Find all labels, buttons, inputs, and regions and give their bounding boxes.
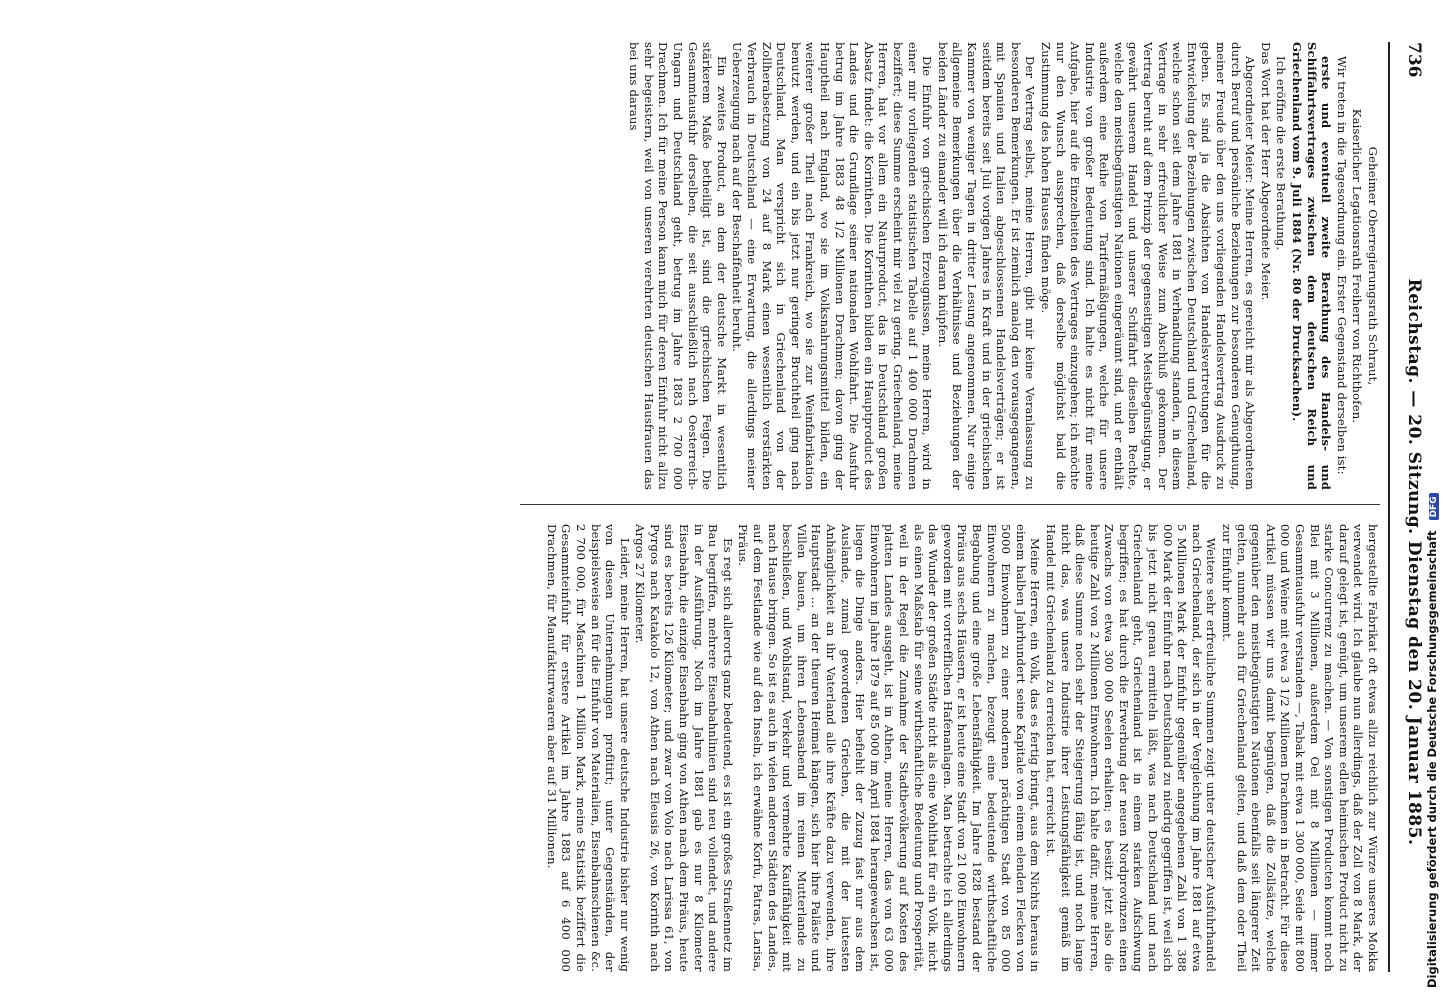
running-title: Reichstag. — 20. Sitzung. Dienstag den 20. Januar 1885. (1404, 278, 1424, 846)
column-divider (520, 504, 1380, 505)
attendee-line: Geheimer Oberregierungsrath Schraut, (1366, 146, 1380, 386)
paragraph: Ich eröffne die erste Berathung. (1274, 56, 1289, 251)
dfg-logo: DFG (1429, 493, 1439, 520)
credit-text: Digitalisierung gefördert durch die Deutsche Forschungsgemeinschaft (1425, 530, 1439, 988)
paragraph: Der Vertrag selbst, meine Herren, gibt mir keine Veranlassung zu besonderen Bemerkungen. Er ist ziemlich analog den vorausgegangenen, mit Spanien und Italien abgeschlossenen Handelsverträgen; er ist seitdem bereits seit Juli vorigen Jahres in Kraft und in der griechischen Kammer von weniger Tagen in dritter Lesung angenommen. Nur einige allgemeine Bemerkungen über die Verhältnisse und Beziehungen der beiden Länder zu einander will ich daran knüpfen. (935, 42, 1038, 490)
left-text-column (290, 42, 1380, 490)
right-text-column (290, 524, 1380, 972)
paragraph: Weitere sehr erfreuliche Summen zeigt unter deutscher Ausfuhrhandel nach Griechenland, der sich in der Vergleichung im Jahre 1881 auf etwa 5 Millionen Mark der Einfuhr gegenüber angegebenen Zahl von 1 388 000 Mark der Einfuhr nach Deutschland zu niedrig gegriffen ist, weil sich bis jetzt nicht genau ermitteln läßt, was nach Deutschland und nach Griechenland geht, Griechenland ist in einem starken Aufschwung begriffen; es hat durch die Erwerbung der neuen Nordprovinzen einen Zuwachs von etwa 300 000 Seelen erhalten; es besitzt jetzt also die heutige Zahl von 2 Millionen Einwohnern. Ich halte dafür, meine Herren, daß diese Summe noch sehr der Steigerung fähig ist, und noch lange nicht das, was unsere Industrie ihrer Leistungsfähigkeit gemäß im Handel mit Griechenland zu erreichen hat, erreicht ist. (1043, 524, 1219, 972)
paragraph: Das Wort hat der Herr Abgeordnete Meier. (1258, 42, 1273, 301)
paragraph: hergestellte Fabrikat oft etwas allzu reichlich zur Würze unseres Mokka verwendet wird. Ich glaube nun allerdings, daß der Zoll von 8 Mark, der darauf gelegt ist, genügt, um unserem edlen heimischen Product nicht zu starke Concurrenz zu machen. — Von sonstigen Producten kommt noch Blei mit 3 Millionen, außerdem Oel mit 8 Millionen — immer Gesammtausfuhr verstanden —, Tabak mit etwa 1 300 000, Seide mit 800 000 und Weine mit etwa 3 1/2 Millionen Drachmen in Betracht. Für diese Artikel müssen wir uns damit begnügen, daß die Zollsätze, welche gegenüber den meistbegünstigten Nationen ebenfalls seit längerer Zeit gelten, nunmehr auch für Griechenland gelten, und daß dem oder Theil zur Einfuhr kommt. (1220, 524, 1380, 972)
paragraph: Wir treten in die Tagesordnung ein. Erster Gegenstand derselben ist: (1334, 56, 1349, 475)
agenda-item: erste und eventuell zweite Berathung des Handels- und Schiffahrtsvertrages zwischen dem deutschen Reich und Griechenland vom 9. Juli 1884 (Nr. 80 der Drucksachen). (1290, 42, 1334, 490)
page-number: 736 (1404, 42, 1424, 78)
paragraph: Abgeordneter Meier: Meine Herren, es gereicht mir als Abgeordnetem durch Beruf und persönliche Beziehungen zur besonderen Genugthuung, meiner Freude über den uns vorliegenden Handelsvertrag Ausdruck zu geben. Es sind ja die Absichten von Handelsvertretungen für die Entwickelung der Beziehungen zwischen Deutschland und Griechenland, welche schon seit dem Jahre 1881 in Verhandlung standen, in diesem Vertrage in sehr erfreulicher Weise zum Abschluß gekommen. Der Vertrag beruht auf dem Prinzip der gegenseitigen Meistbegünstigung, er gewährt unserem Handel und unserer Schiffahrt dieselben Rechte, welche den meistbegünstigten Nationen eingeräumt sind, und er enthält außerdem eine Reihe von Tarifermäßigungen, welche für unsere Industrie von großer Bedeutung sind. Ich halte es nicht für meine Aufgabe, hier auf die Einzelheiten des Vertrages einzugehen; ich möchte nur den Wunsch aussprechen, daß derselbe möglichst bald die Zustimmung des hohen Hauses finden möge. (1038, 42, 1258, 490)
attendee-line: Kaiserlicher Legationsrath Freiherr von Richthofen. (1350, 108, 1365, 424)
paragraph: Ein zweites Product, an dem der deutsche Markt in wesentlich stärkerem Maße betheiligt ist, sind die griechischen Feigen. Die Gesammtausfuhr derselben, die seit ausschließlich nach Oesterreich-Ungarn und Deutschland geht, betrug im Jahre 1883 2 700 000 Drachmen. Ich für meine Person kann mich für deren Einfuhr nicht allzu sehr begeistern, weil von unseren verehrten deutschen Hausfrauen das bei uns daraus (627, 42, 729, 490)
paragraph: Es regt sich allerorts ganz bedeutend, es ist ein großes Straßennetz im Bau begriffen, mehrere Eisenbahnlinien sind neu vollendet, und andere in der Ausführung. Noch im Jahre 1881 gab es nur 8 Kilometer Eisenbahn, die einzige Eisenbahn ging von Athen nach dem Piräus, heute sind es bereits 126 Kilometer; und zwar von Volo nach Larissa 61, von Pyrgos nach Katakolo 12, von Athen nach Eleusis 26, von Korinth nach Argos 27 Kilometer. (633, 524, 735, 972)
paragraph: Meine Herren, ein Volk, das es fertig bringt, aus dem Nichts heraus in einem halben Jahrhundert seine Kapitale von einem elenden Flecken von 5000 Einwohnern zu einer modernen prächtigen Stadt von 85 000 Einwohnern zu machen, bezeugt eine bedeutende wirthschaftliche Begabung und eine große Lebensfähigkeit. Im Jahre 1828 bestand der Piräus aus sechs Häusern, er ist heute eine Stadt von 21 000 Einwohnern geworden mit vortrefflichen Hafenanlagen. Man betrachte ich allerdings das Wunder der großen Städte nicht als eine Wohlthat für ein Volk, nicht als einen Maßstab für seine wirthschaftliche Bedeutung und Prosperität, weil in der Regel die Zunahme der Stadtbevölkerung auf Kosten des platten Landes ausgeht, ist in Athen, meine Herren, das von 63 000 Einwohnern im Jahre 1879 auf 85 000 im April 1884 herangewachsen ist, liegen die Dinge anders. Hier befiehlt der Zuzug fast nur aus dem Auslande, zumal gewordenen Griechen, die mit der lautesten Anhänglichkeit an ihr Vaterland alle ihre Kräfte dazu verwenden, ihre Hauptstadt ... an der theuren Heimat hängen, sich hier ihre Paläste und Villen bauen, um ihren Lebensabend im reinen Mutterlande zu beschließen, und Wohlstand, Verkehr und vermehrte Kauffähigkeit mit nach Hause bringen. So ist es auch in vielen anderen Städten des Landes, auf dem Festlande wie auf den Inseln, ich erwähne Korfu, Patras, Larisa, Piräus. (736, 524, 1043, 972)
rotated-page-content (94, 42, 1424, 992)
paragraph: Die Einfuhr von griechischen Erzeugnissen, meine Herren, wird in einer mir vorliegenden statistischen Tabelle auf 1 400 000 Drachmen beziffert; diese Summe erscheint mir viel zu gering. Griechenland, meine Herren, hat vor allem ein Naturproduct, das in Deutschland großen Absatz findet: die Korinthen. Die Korinthen bilden ein Hauptproduct des Landes und die Grundlage seiner nationalen Wohlfahrt. Die Ausfuhr betrug im Jahre 1883 48 1/2 Millionen Drachmen; davon ging der Hauptheil nach England, wo sie im Volksnahrungsmittel bilden, ein weiterer großer Theil nach Frankreich, wo sie zur Weinfabrikation benutzt werden, und ein bis jetzt nur geringer Bruchtheil ging nach Deutschland. Man verspricht sich in Griechenland von der Zollherabsetzung von 24 auf 8 Mark einen wesentlich verstärkten Verbrauch in Deutschland — eine Erwartung, die allerdings meiner Ueberzeugung nach auf der Beschaffenheit beruht. (730, 42, 935, 490)
header-rule (1388, 42, 1390, 972)
paragraph: Leider, meine Herren, hat unsere deutsche Industrie bisher nur wenig von diesen Unternehmungen profitirt; unter Gegenständen, der beispielsweise an für die Einfuhr von Materialien, Eisenbahnschienen &c. 2 700 000, für Maschinen 1 Million Mark, meine Statistik beziffert die Gesammteinfuhr für erstere Artikel im Jahre 1883 auf 6 400 000 Drachmen, für Manufakturwaaren aber auf 31 Millionen. (544, 524, 632, 972)
